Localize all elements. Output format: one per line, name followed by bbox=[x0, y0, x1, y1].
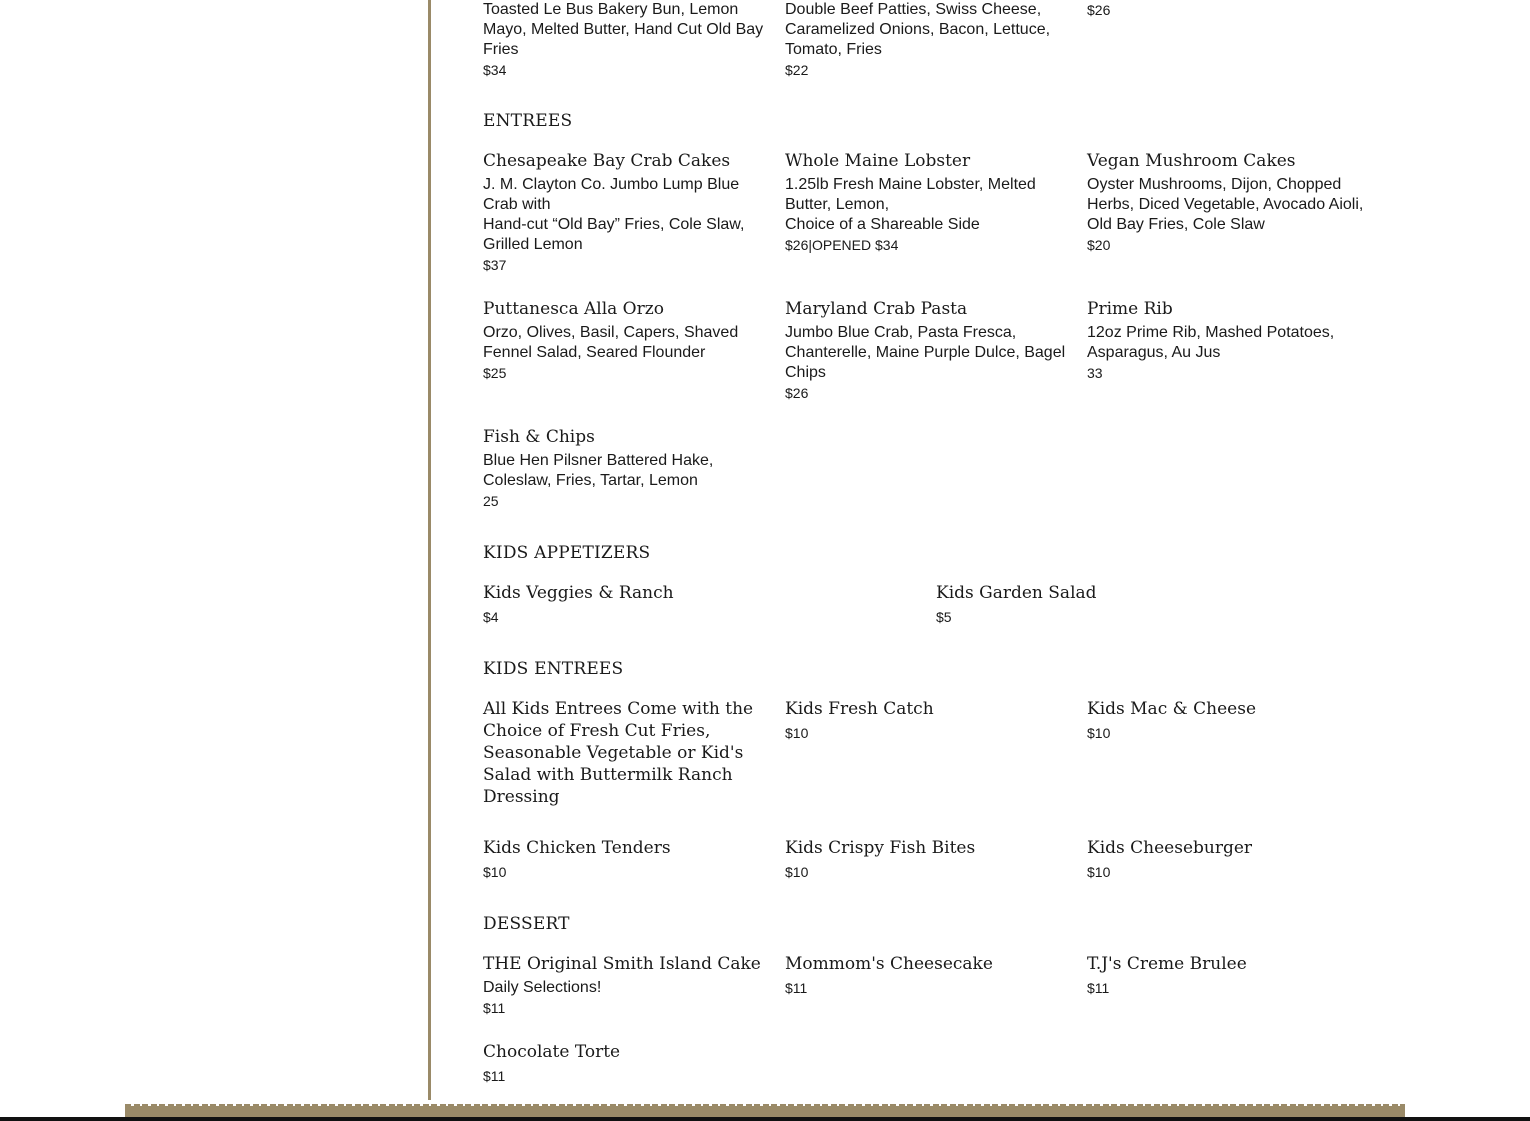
menu-item bbox=[785, 0, 1075, 80]
menu-item-description: Orzo, Olives, Basil, Capers, Shaved Fennel Salad, Seared Flounder bbox=[483, 324, 739, 361]
menu-item-name: Prime Rib bbox=[1087, 299, 1173, 319]
menu-item-description: Oyster Mushrooms, Dijon, Chopped Herbs, Diced Vegetable, Avocado Aioli, Old Bay Fries, Cole Slaw bbox=[1087, 176, 1364, 233]
menu-item-name: Chesapeake Bay Crab Cakes bbox=[483, 151, 731, 171]
menu-item-price: $11 bbox=[785, 980, 808, 996]
menu-item-price: $10 bbox=[1087, 725, 1111, 741]
menu-item-name: All Kids Entrees Come with the Choice of Fresh Cut Fries, Seasonable Vegetable or Kid's Salad with Buttermilk Ranch Dressing bbox=[483, 699, 754, 807]
menu-item-name: Kids Veggies & Ranch bbox=[483, 583, 674, 603]
menu-item-name: Kids Fresh Catch bbox=[785, 699, 934, 719]
menu-item-name: Fish & Chips bbox=[483, 427, 595, 447]
menu-item-description: J. M. Clayton Co. Jumbo Lump Blue Crab with Hand-cut “Old Bay” Fries, Cole Slaw, Grilled Lemon bbox=[483, 176, 745, 253]
menu-item-price: 33 bbox=[1087, 365, 1103, 381]
menu-item-price: $11 bbox=[1087, 980, 1110, 996]
menu-item-price: $22 bbox=[785, 62, 809, 78]
menu-item bbox=[483, 953, 779, 1018]
menu-item bbox=[483, 582, 923, 627]
menu-item-description: Toasted Le Bus Bakery Bun, Lemon Mayo, Melted Butter, Hand Cut Old Bay Fries bbox=[483, 1, 764, 58]
menu-item-price: $26 bbox=[785, 385, 809, 401]
menu-item-description: 1.25lb Fresh Maine Lobster, Melted Butter, Lemon, Choice of a Shareable Side bbox=[785, 176, 1036, 233]
menu-item-price: $25 bbox=[483, 365, 507, 381]
menu-item-name: Whole Maine Lobster bbox=[785, 151, 971, 171]
menu-item-price: $34 bbox=[483, 62, 507, 78]
menu-item-price: 25 bbox=[483, 493, 499, 509]
menu-item-name: Chocolate Torte bbox=[483, 1042, 621, 1062]
menu-item bbox=[1087, 298, 1377, 383]
menu-item-price: $5 bbox=[936, 609, 952, 625]
menu-item-price: $11 bbox=[483, 1000, 506, 1016]
menu-item-name: Maryland Crab Pasta bbox=[785, 299, 968, 319]
menu-item-name: THE Original Smith Island Cake bbox=[483, 954, 761, 974]
menu-item-price: $10 bbox=[785, 725, 809, 741]
menu-item bbox=[483, 150, 773, 275]
menu-item bbox=[483, 1041, 773, 1086]
menu-item bbox=[1087, 698, 1377, 743]
menu-item-name: Vegan Mushroom Cakes bbox=[1087, 151, 1296, 171]
menu-item-name: Kids Garden Salad bbox=[936, 583, 1097, 603]
menu-item-price: $26 bbox=[1087, 2, 1111, 18]
menu-item bbox=[785, 953, 1075, 998]
menu-item bbox=[936, 582, 1376, 627]
menu-item bbox=[483, 698, 775, 811]
menu-item-price: $20 bbox=[1087, 237, 1111, 253]
section-title-kids-appetizers: KIDS APPETIZERS bbox=[483, 543, 651, 563]
menu-item-price: $10 bbox=[483, 864, 507, 880]
menu-item bbox=[483, 298, 773, 383]
menu-item-name: T.J's Creme Brulee bbox=[1087, 954, 1247, 974]
menu-item-description: Jumbo Blue Crab, Pasta Fresca, Chanterelle, Maine Purple Dulce, Bagel Chips bbox=[785, 324, 1066, 381]
menu-item-price: $11 bbox=[483, 1068, 506, 1084]
menu-item bbox=[1087, 837, 1377, 882]
menu-item-description: Double Beef Patties, Swiss Cheese, Caramelized Onions, Bacon, Lettuce, Tomato, Fries bbox=[785, 1, 1051, 58]
menu-item-price: $10 bbox=[785, 864, 809, 880]
menu-item bbox=[1087, 150, 1377, 255]
menu-item bbox=[785, 298, 1075, 403]
menu-item bbox=[483, 426, 773, 511]
menu-item-name: Kids Cheeseburger bbox=[1087, 838, 1253, 858]
section-title-dessert: DESSERT bbox=[483, 914, 570, 934]
menu-item bbox=[785, 150, 1075, 255]
menu-item-price: $10 bbox=[1087, 864, 1111, 880]
menu-item-name: Mommom's Cheesecake bbox=[785, 954, 993, 974]
section-title-kids-entrees: KIDS ENTREES bbox=[483, 659, 624, 679]
section-title-entrees: ENTREES bbox=[483, 111, 573, 131]
footer-bar bbox=[0, 1117, 1530, 1121]
menu-item bbox=[785, 698, 1075, 743]
menu-item-description: Daily Selections! bbox=[483, 979, 602, 996]
menu-item-price: $26|OPENED $34 bbox=[785, 237, 899, 253]
menu-item-description: 12oz Prime Rib, Mashed Potatoes, Asparagus, Au Jus bbox=[1087, 324, 1335, 361]
menu-item-price: $4 bbox=[483, 609, 499, 625]
menu-item bbox=[1087, 953, 1377, 998]
menu-divider-line bbox=[428, 0, 431, 1100]
menu-item bbox=[1087, 0, 1377, 20]
menu-item-name: Kids Crispy Fish Bites bbox=[785, 838, 976, 858]
menu-item bbox=[785, 837, 1075, 882]
menu-item-description: Blue Hen Pilsner Battered Hake, Coleslaw, Fries, Tartar, Lemon bbox=[483, 452, 714, 489]
menu-item bbox=[483, 837, 773, 882]
menu-item bbox=[483, 0, 773, 80]
menu-item-name: Puttanesca Alla Orzo bbox=[483, 299, 664, 319]
menu-item-name: Kids Mac & Cheese bbox=[1087, 699, 1257, 719]
menu-item-name: Kids Chicken Tenders bbox=[483, 838, 671, 858]
menu-item-price: $37 bbox=[483, 257, 507, 273]
